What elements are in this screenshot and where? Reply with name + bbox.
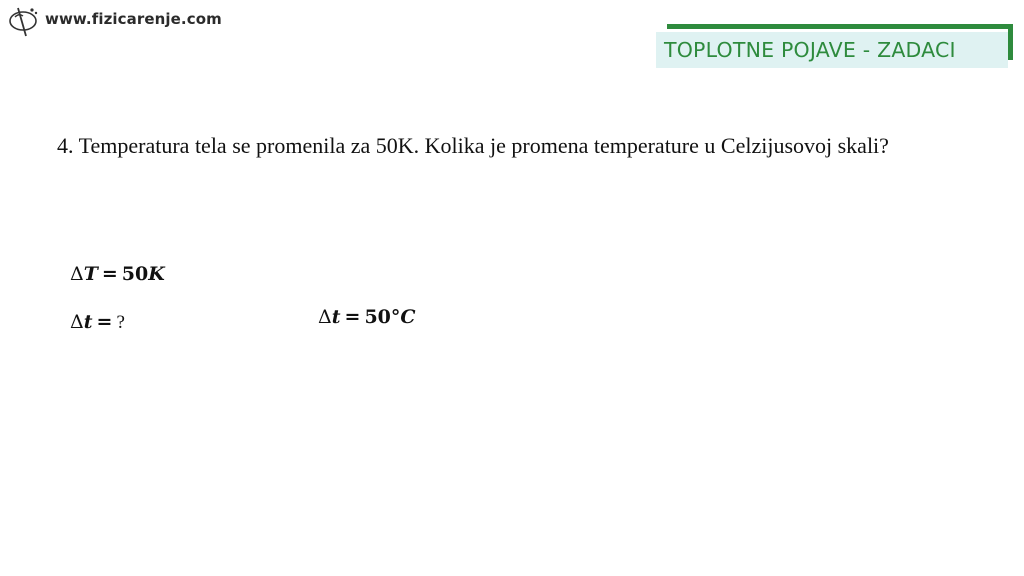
answer-delta-t	[318, 306, 416, 329]
value: 50	[121, 263, 149, 285]
unit: K	[148, 263, 165, 285]
problem-statement: 4. Temperatura tela se promenila za 50K. Kolika je promena temperature u Celzijusovoj skali?	[57, 133, 889, 158]
equals-sign: =	[101, 263, 118, 285]
delta-symbol: Δ	[70, 311, 84, 333]
unknown-value: ?	[116, 312, 125, 333]
title-accent-right	[1008, 24, 1013, 60]
unknown-delta-t	[70, 311, 125, 334]
value: 50	[364, 306, 391, 328]
section-title: TOPLOTNE POJAVE - ZADACI	[656, 32, 1008, 68]
equals-sign: =	[96, 311, 113, 333]
site-url: www.fizicarenje.com	[45, 10, 222, 28]
phi-icon	[6, 4, 42, 40]
delta-symbol: Δ	[318, 306, 332, 328]
title-accent-top	[667, 24, 1013, 29]
delta-symbol: Δ	[70, 263, 84, 285]
unit: °C	[390, 306, 416, 328]
variable-T: T	[83, 263, 98, 285]
variable-t: t	[331, 306, 341, 328]
equals-sign: =	[344, 306, 361, 328]
section-title-box	[656, 24, 1013, 68]
site-logo[interactable]	[6, 4, 222, 40]
variable-t: t	[83, 311, 93, 333]
given-delta-T	[70, 263, 165, 286]
